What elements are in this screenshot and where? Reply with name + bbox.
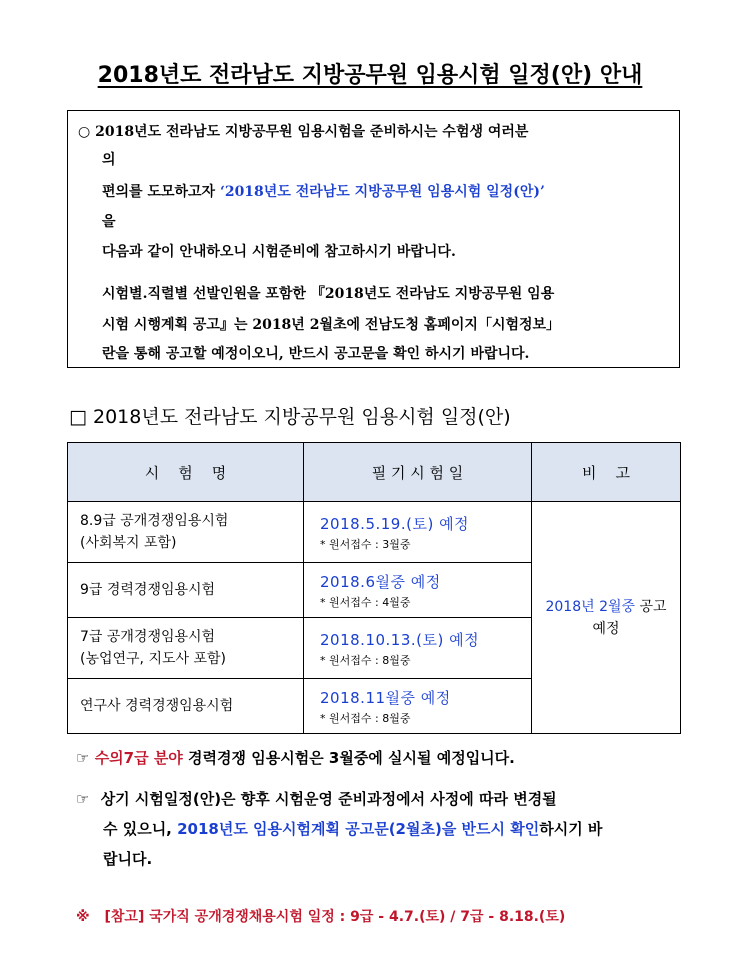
note-text: 공고	[635, 598, 667, 615]
header-exam-date: 필 기 시 험 일	[304, 443, 532, 502]
application-period: * 원서접수 : 8월중	[320, 711, 411, 725]
exam-name: 연구사 경력경쟁임용시험	[80, 698, 234, 715]
reference-mark-icon: ※	[76, 909, 90, 925]
application-period: * 원서접수 : 4월중	[320, 595, 411, 609]
header-exam-name: 시 험 명	[68, 443, 304, 502]
exam-name: 8.9급 공개경쟁임용시험	[80, 513, 229, 530]
intro-line-5: 시험 시행계획 공고』는 2018년 2월초에 전남도청 홈페이지「시험정보」	[102, 317, 561, 333]
notice-2-text-end: 하시기 바	[539, 820, 603, 838]
exam-name-cell	[68, 679, 304, 734]
exam-name: 7급 공개경쟁임용시험	[80, 629, 216, 646]
notice-2	[76, 788, 557, 809]
intro-line-3: 다음과 같이 안내하오니 시험준비에 참고하시기 바랍니다.	[102, 244, 456, 260]
reference-text: [참고] 국가직 공개경쟁채용시험 일정 : 9급 - 4.7.(토) / 7급 - 8.18.(토)	[104, 909, 566, 925]
exam-date: 2018.6월중 예정	[320, 572, 441, 591]
note-date: 2018년 2월중	[545, 598, 636, 615]
intro-line-2: 편의를 도모하고자 ‘2018년도 전라남도 지방공무원 임용시험 일정(안)’	[102, 184, 545, 200]
table-row	[68, 502, 681, 563]
header-note: 비 고	[532, 443, 681, 502]
exam-date-cell	[304, 563, 532, 618]
intro-highlight: ‘2018년도 전라남도 지방공무원 임용시험 일정(안)’	[219, 184, 545, 200]
section-title: □ 2018년도 전라남도 지방공무원 임용시험 일정(안)	[69, 406, 511, 428]
exam-name-sub: (사회복지 포함)	[80, 535, 177, 552]
notice-2-line-1: 상기 시험일정(안)은 향후 시험운영 준비과정에서 사정에 따라 변경될	[100, 790, 557, 808]
schedule-table	[67, 442, 681, 734]
intro-box	[67, 110, 680, 368]
pointing-hand-icon: ☞	[76, 790, 90, 808]
intro-line-1: ○ 2018년도 전라남도 지방공무원 임용시험을 준비하시는 수험생 여러분	[78, 124, 529, 140]
note-text-2: 예정	[592, 620, 620, 637]
pointing-hand-icon: ☞	[76, 749, 90, 767]
exam-date-cell	[304, 502, 532, 563]
table-header-row	[68, 443, 681, 502]
exam-name-cell	[68, 563, 304, 618]
notice-2-line-3: 랍니다.	[103, 850, 153, 868]
exam-name: 9급 경력경쟁임용시험	[80, 582, 216, 599]
notice-1	[76, 747, 515, 768]
exam-date-cell	[304, 679, 532, 734]
intro-line-4: 시험별.직렬별 선발인원을 포함한 『2018년도 전라남도 지방공무원 임용	[102, 286, 555, 302]
exam-date: 2018.5.19.(토) 예정	[320, 514, 470, 533]
application-period: * 원서접수 : 3월중	[320, 537, 411, 551]
intro-line-6: 란을 통해 공고할 예정이오니, 반드시 공고문을 확인 하시기 바랍니다.	[102, 346, 530, 362]
intro-line-1b: 의	[102, 152, 116, 168]
exam-date: 2018.10.13.(토) 예정	[320, 630, 480, 649]
notice-2-text: 수 있으니,	[103, 820, 178, 838]
notice-2-line-2	[103, 818, 602, 839]
exam-name-cell	[68, 502, 304, 563]
notice-1-highlight: 수의7급 분야	[94, 749, 183, 767]
reference-note	[76, 906, 565, 926]
exam-date-cell	[304, 617, 532, 678]
page-title: 2018년도 전라남도 지방공무원 임용시험 일정(안) 안내	[97, 63, 643, 88]
application-period: * 원서접수 : 8월중	[320, 653, 411, 667]
exam-name-cell	[68, 617, 304, 678]
note-cell	[532, 502, 681, 734]
notice-1-text: 경력경쟁 임용시험은 3월중에 실시될 예정입니다.	[182, 749, 515, 767]
notice-2-highlight: 2018년도 임용시험계획 공고문(2월초)을 반드시 확인	[177, 820, 540, 838]
exam-name-sub: (농업연구, 지도사 포함)	[80, 651, 226, 668]
exam-date: 2018.11월중 예정	[320, 688, 451, 707]
intro-line-2b: 을	[102, 214, 116, 230]
